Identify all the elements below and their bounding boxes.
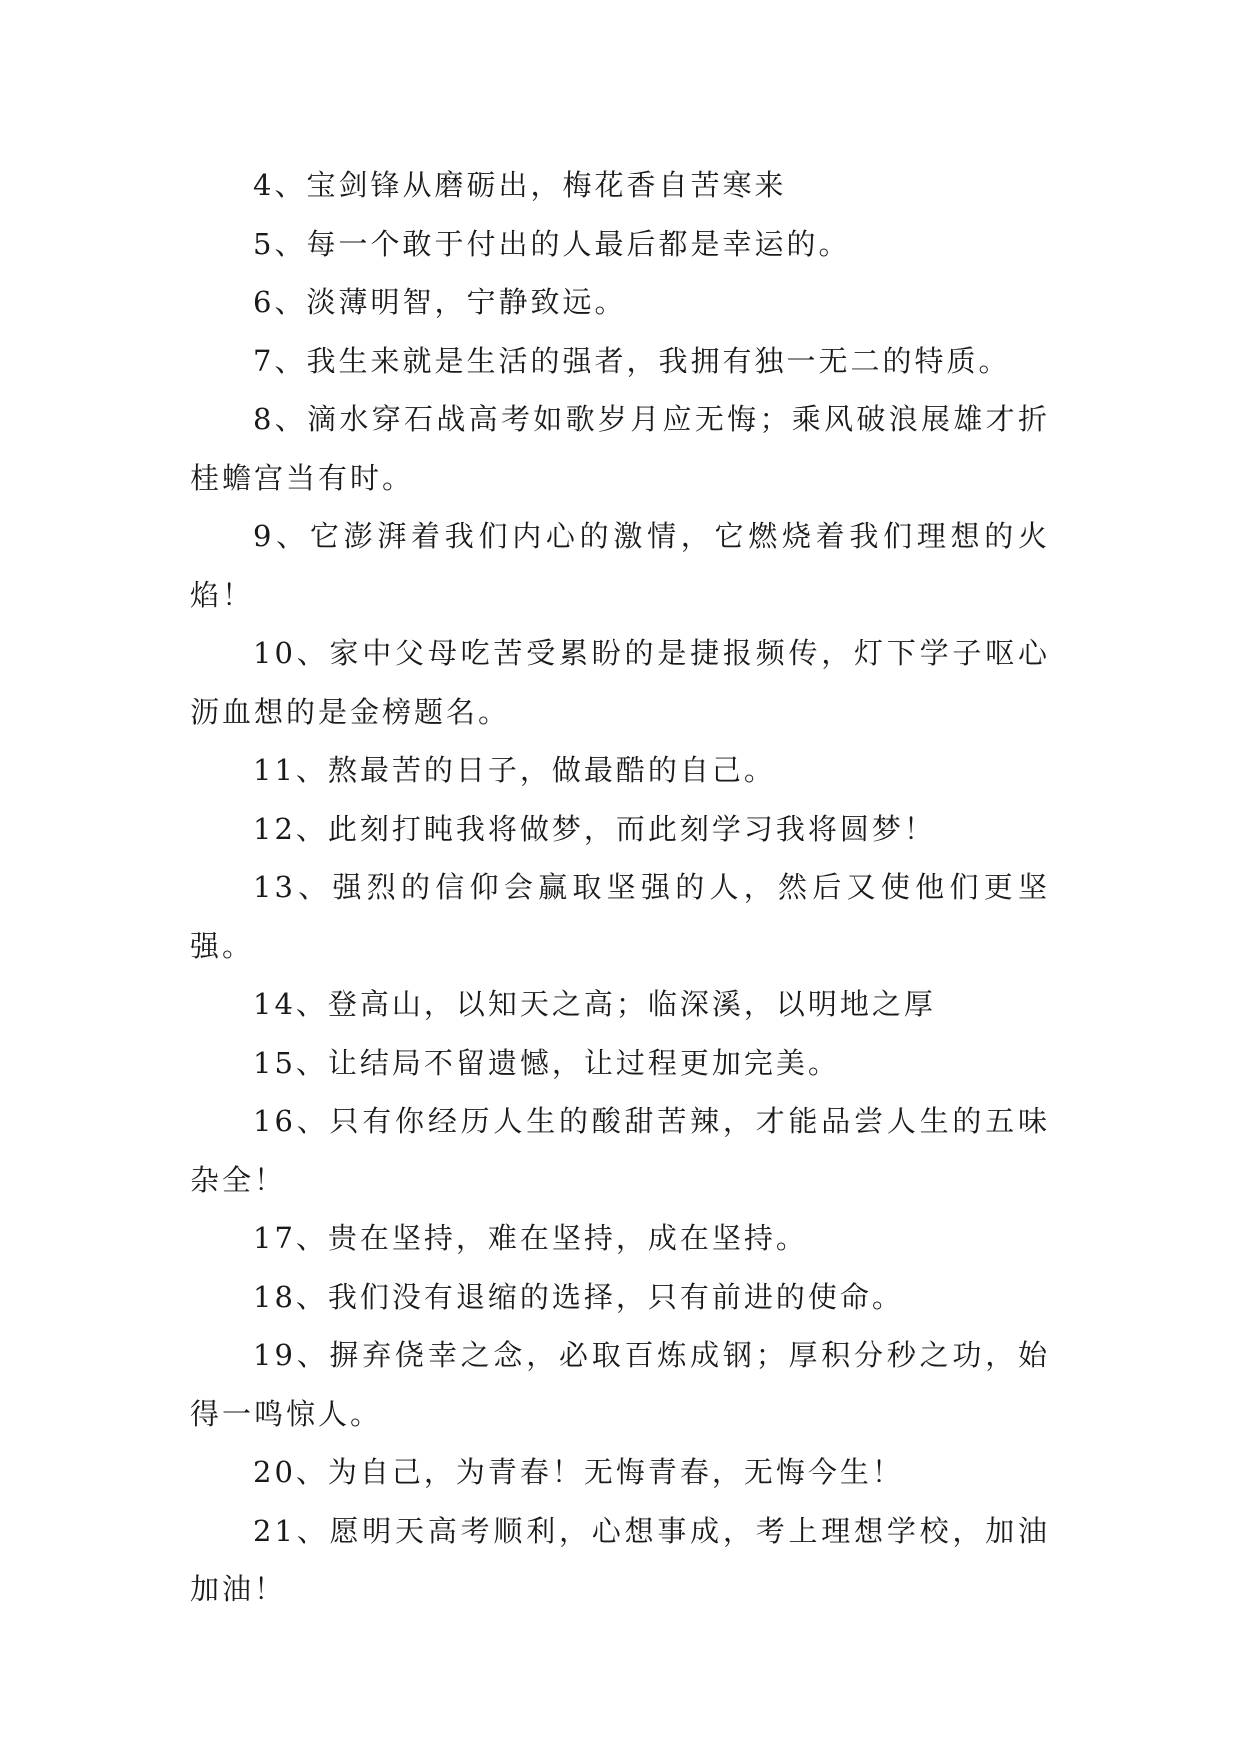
paragraph-17: 17、贵在坚持，难在坚持，成在坚持。 — [253, 1221, 808, 1255]
paragraph-18: 18、我们没有退缩的选择，只有前进的使命。 — [253, 1279, 904, 1314]
paragraph-14: 14、登高山，以知天之高；临深溪，以明地之厚 — [253, 987, 936, 1021]
paragraph-21: 21、愿明天高考顺利，心想事成，考上理想学校，加油加油！ — [190, 1513, 1050, 1606]
paragraph-10: 10、家中父母吃苦受累盼的是捷报频传，灯下学子呕心沥血想的是金榜题名。 — [190, 636, 1050, 729]
paragraph-5: 5、每一个敢于付出的人最后都是幸运的。 — [253, 226, 851, 261]
paragraph-19: 19、摒弃侥幸之念，必取百炼成钢；厚积分秒之功，始得一鸣惊人。 — [190, 1338, 1050, 1431]
paragraph-11: 11、熬最苦的日子，做最酷的自己。 — [253, 753, 776, 787]
paragraph-13: 13、强烈的信仰会赢取坚强的人，然后又使他们更坚强。 — [190, 870, 1050, 963]
paragraph-4: 4、宝剑锋从磨砺出，梅花香自苦寒来 — [253, 168, 787, 202]
paragraph-16: 16、只有你经历人生的酸甜苦辣，才能品尝人生的五味杂全！ — [190, 1104, 1050, 1197]
paragraph-8: 8、滴水穿石战高考如歌岁月应无悔；乘风破浪展雄才折桂蟾宫当有时。 — [190, 402, 1050, 495]
document-body — [190, 156, 1050, 1619]
paragraph-6: 6、淡薄明智，宁静致远。 — [253, 285, 627, 319]
paragraph-7: 7、我生来就是生活的强者，我拥有独一无二的特质。 — [253, 343, 1011, 378]
paragraph-15: 15、让结局不留遗憾，让过程更加完美。 — [253, 1045, 840, 1080]
paragraph-12: 12、此刻打盹我将做梦，而此刻学习我将圆梦！ — [253, 811, 936, 846]
paragraph-9: 9、它澎湃着我们内心的激情，它燃烧着我们理想的火焰！ — [190, 519, 1050, 612]
paragraph-20: 20、为自己，为青春！无悔青春，无悔今生！ — [253, 1455, 904, 1489]
